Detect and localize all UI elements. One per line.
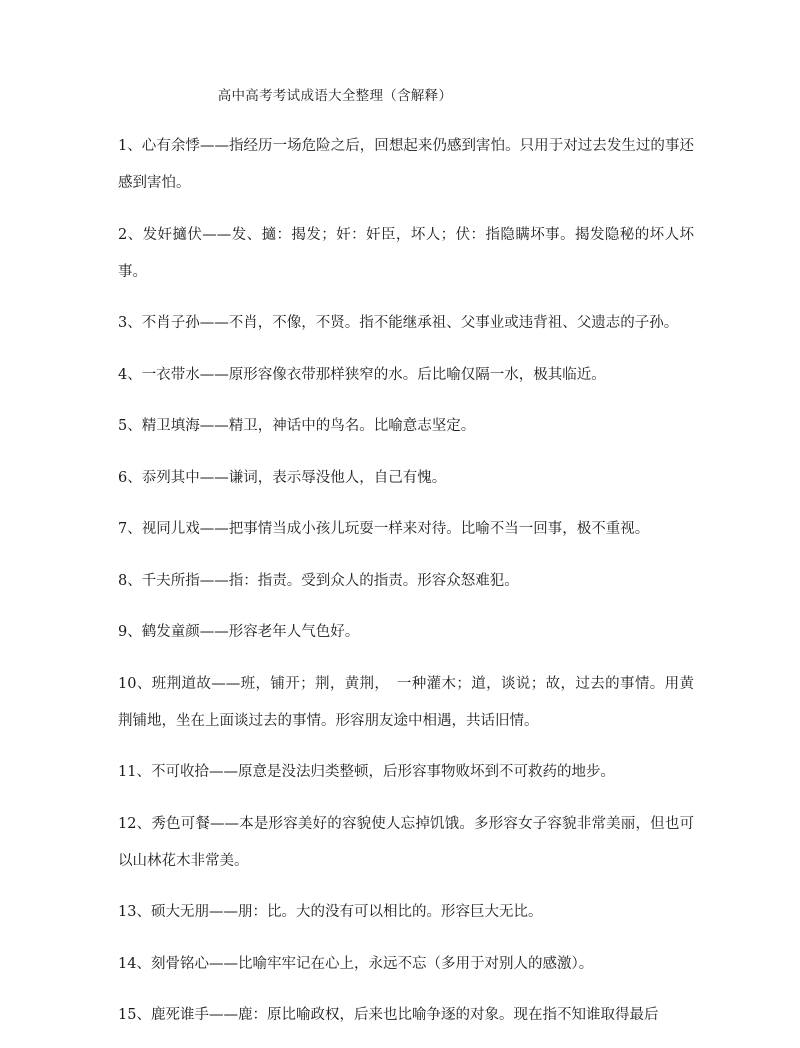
idiom-term: 刻骨铭心 — [150, 955, 209, 972]
idiom-term: 硕大无朋 — [150, 904, 209, 920]
document-title: 高中高考考试成语大全整理（含解释） — [217, 88, 453, 104]
idiom-definition: ——本是形容美好的容貌使人忘掉饥饿。多形容女子容貌非常美丽，但也可以山林花木非常美。 — [118, 815, 695, 869]
idiom-definition: ——原意是没法归类整顿，后形容事物败坏到不可救药的地步。 — [208, 764, 615, 780]
idiom-entry-2 — [118, 217, 694, 291]
entry-number: 15、 — [118, 1007, 151, 1023]
idiom-term: 发奸擿伏 — [142, 226, 203, 243]
idiom-entry-8 — [118, 563, 694, 600]
idiom-definition: ——班，铺开；荆，黄荆， 一种灌木；道，谈说；故，过去的事情。用黄荆铺地，坐在上面谈过去的事情。形容朋友途中相遇，共话旧情。 — [118, 675, 695, 729]
idiom-term: 鹤发童颜 — [141, 624, 200, 640]
idiom-definition: ——指：指责。受到众人的指责。形容众怒难犯。 — [199, 572, 519, 589]
idiom-term: 心有余悸 — [141, 138, 200, 154]
idiom-entry-9 — [118, 614, 694, 651]
idiom-term: 视同儿戏 — [141, 521, 200, 537]
entry-number: 3、 — [118, 315, 142, 331]
idiom-term: 秀色可餐 — [151, 815, 211, 832]
idiom-definition: ——把事情当成小孩儿玩耍一样来对待。比喻不当一回事，极不重视。 — [199, 521, 650, 537]
entry-number: 9、 — [118, 624, 142, 640]
idiom-definition: ——朋：比。大的没有可以相比的。形容巨大无比。 — [208, 904, 543, 920]
entry-number: 2、 — [118, 226, 143, 243]
idiom-definition: ——原形容像衣带那样狭窄的水。后比喻仅隔一水，极其临近。 — [199, 366, 606, 383]
idiom-definition: ——谦词，表示辱没他人，自己有愧。 — [199, 469, 447, 486]
idiom-entry-13 — [118, 894, 694, 931]
idiom-definition: ——发、擿：揭发；奸：奸臣，坏人；伏：指隐瞒坏事。揭发隐秘的坏人坏事。 — [118, 226, 695, 280]
idiom-term: 不可收拾 — [150, 764, 209, 780]
idiom-definition: ——比喻牢牢记在心上，永远不忘（多用于对别人的感激）。 — [208, 955, 594, 972]
idiom-entry-14 — [118, 946, 694, 983]
entry-number: 1、 — [118, 138, 142, 154]
entry-number: 8、 — [118, 572, 142, 589]
entry-number: 13、 — [118, 904, 151, 920]
idiom-entry-1 — [118, 128, 694, 202]
idiom-entry-5 — [118, 408, 694, 445]
idiom-term: 班荆道故 — [151, 675, 212, 692]
idiom-definition: ——指经历一场危险之后，回想起来仍感到害怕。只用于对过去发生过的事还感到害怕。 — [118, 138, 695, 191]
idiom-entry-15 — [118, 997, 694, 1034]
idiom-list — [118, 128, 694, 1048]
entry-number: 11、 — [118, 764, 151, 780]
idiom-definition: ——不肖，不像，不贤。指不能继承祖、父事业或违背祖、父遗志的子孙。 — [199, 315, 679, 331]
entry-number: 12、 — [118, 815, 152, 832]
entry-number: 6、 — [118, 469, 142, 486]
idiom-definition: ——形容老年人气色好。 — [199, 624, 360, 640]
idiom-entry-11 — [118, 754, 694, 791]
idiom-entry-12 — [118, 806, 694, 880]
idiom-entry-4 — [118, 357, 694, 394]
entry-number: 4、 — [118, 366, 142, 383]
idiom-entry-3 — [118, 305, 694, 342]
entry-number: 10、 — [118, 675, 152, 692]
idiom-entry-7 — [118, 511, 694, 548]
idiom-term: 鹿死谁手 — [150, 1007, 209, 1023]
idiom-term: 千夫所指 — [141, 572, 200, 589]
entry-number: 5、 — [118, 418, 142, 434]
idiom-term: 精卫填海 — [141, 418, 200, 434]
entry-number: 7、 — [118, 521, 142, 537]
entry-number: 14、 — [118, 955, 151, 972]
idiom-term: 一衣带水 — [141, 366, 200, 383]
idiom-term: 不肖子孙 — [141, 315, 200, 331]
idiom-entry-10 — [118, 666, 694, 740]
idiom-definition: ——精卫，神话中的鸟名。比喻意志坚定。 — [199, 418, 476, 434]
idiom-entry-6 — [118, 460, 694, 497]
idiom-term: 忝列其中 — [141, 469, 200, 486]
idiom-definition: ——鹿：原比喻政权，后来也比喻争逐的对象。现在指不知谁取得最后 — [208, 1007, 659, 1023]
